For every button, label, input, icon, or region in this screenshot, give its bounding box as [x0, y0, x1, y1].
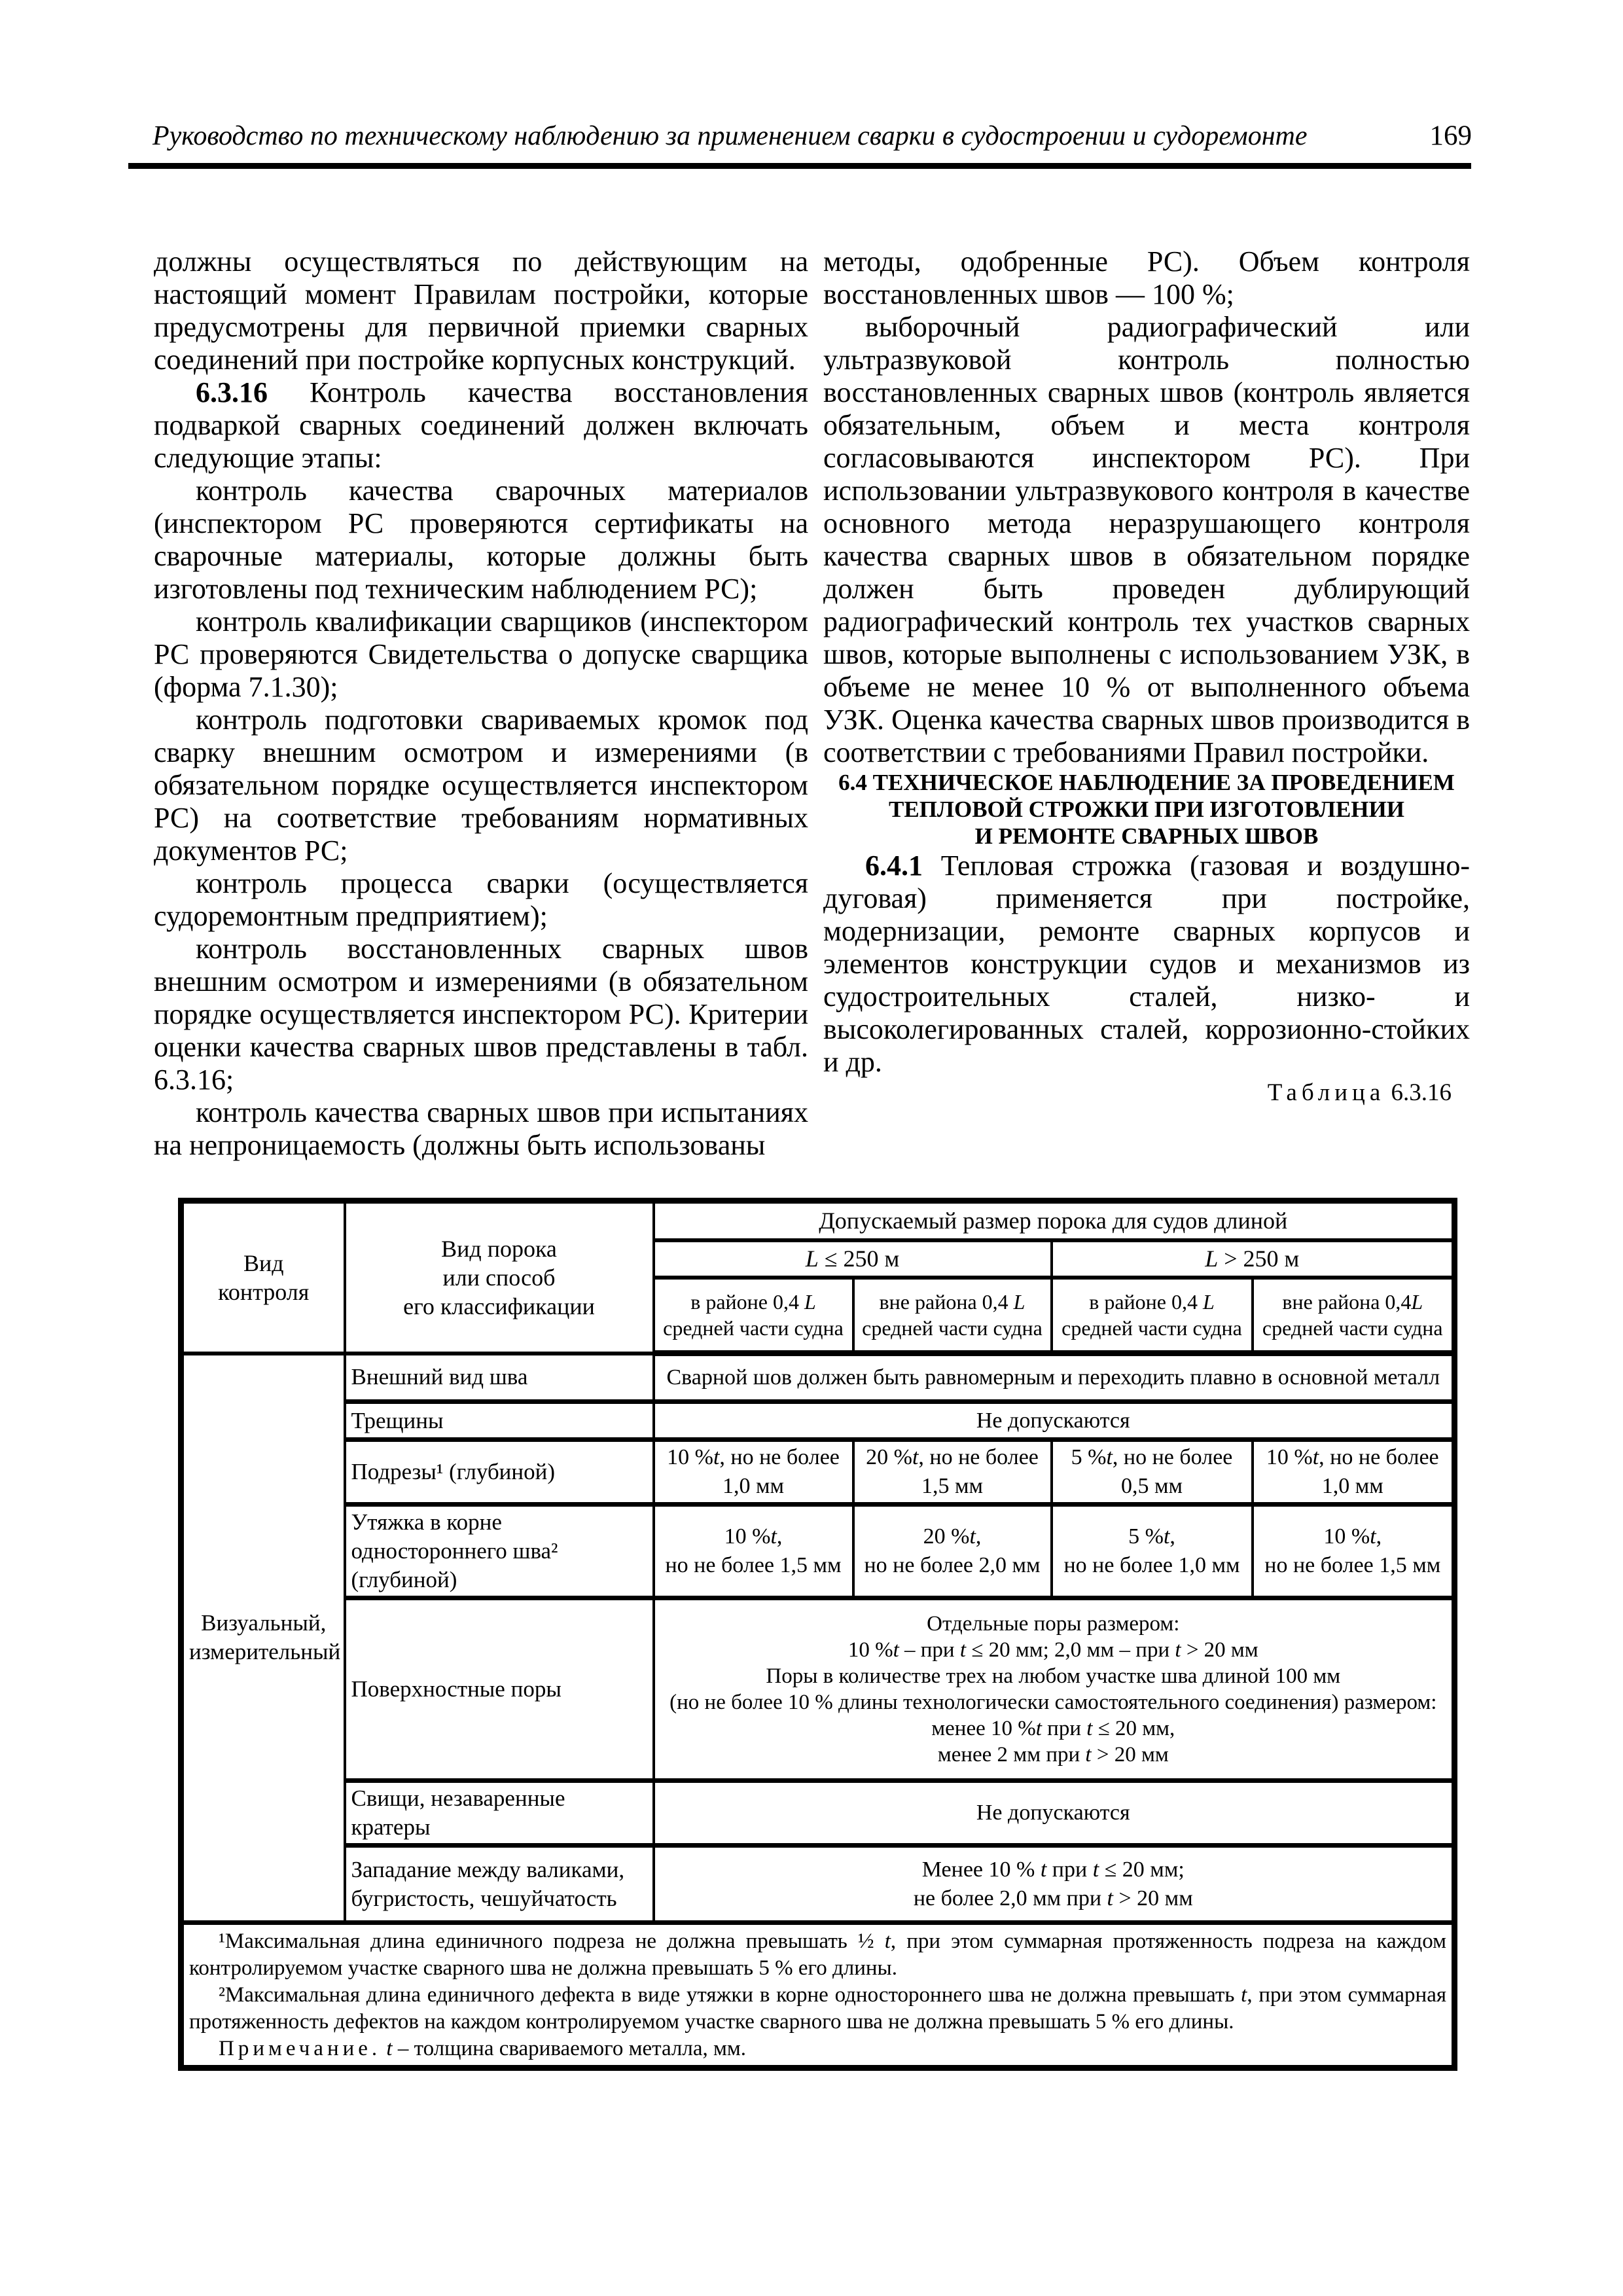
table-caption-word: Таблица: [1267, 1079, 1385, 1106]
defect-name-cell: Утяжка в корне одностороннего шва² (глубиной): [345, 1505, 654, 1598]
header-cell-zone: в районе 0,4 L средней части судна: [654, 1278, 853, 1354]
tolerance-value-cell: 5 %t, но не более 0,5 мм: [1052, 1440, 1253, 1505]
note-label: Примечание.: [219, 2036, 382, 2060]
header-rule: [128, 163, 1471, 169]
tolerance-value-cell: Отдельные поры размером: 10 %t – при t ≤ 20 мм; 2,0 мм – при t > 20 мм Поры в количестве трех на любом участке шва длиной 100 мм (но не более 10 % длины технологически самостоятельного соединения) размером: менее 10 %t при t ≤ 20 мм, менее 2 мм при t > 20 мм: [654, 1598, 1455, 1781]
note-text: t – толщина свариваемого металла, мм.: [386, 2036, 747, 2060]
tolerance-value-cell: 10 %t, но не более 1,0 мм: [1253, 1440, 1455, 1505]
header-cell-zone: в районе 0,4 L средней части судна: [1052, 1278, 1253, 1354]
table-caption-number: 6.3.16: [1391, 1079, 1452, 1106]
tolerance-value-cell: 5 %t, но не более 1,0 мм: [1052, 1505, 1253, 1598]
defect-name-cell: Свищи, незаваренные кратеры: [345, 1781, 654, 1846]
defect-name-cell: Внешний вид шва: [345, 1354, 654, 1402]
page-number: 169: [1429, 120, 1472, 151]
control-type-cell: Визуальный, измерительный: [181, 1354, 345, 1923]
tolerance-value-cell: Менее 10 % t при t ≤ 20 мм; не более 2,0 мм при t > 20 мм: [654, 1846, 1455, 1923]
footnote: ²Максимальная длина единичного дефекта в виде утяжки в корне одностороннего шва не должна превышать t, при этом суммарная протяженность дефектов на каждом контролируемом участке сварного шва не должна превышать 5 % его длины.: [189, 1982, 1447, 2034]
table-note: [189, 2036, 1446, 2062]
right-column: [823, 245, 1470, 1107]
defect-name-cell: Поверхностные поры: [345, 1598, 654, 1781]
paragraph: должны осуществляться по действующим на настоящий момент Правилам постройки, которые предусмотрены для первичной приемки сварных соединений при постройке корпусных конструкций.: [154, 245, 808, 376]
defect-tolerance-table: [178, 1198, 1457, 2071]
paragraph: контроль восстановленных сварных швов внешним осмотром и измерениями (в обязательном порядке осуществляется инспектором РС). Критерии оценки качества сварных швов представлены в табл. 6.3.16;: [154, 933, 808, 1096]
defect-name-cell: Подрезы¹ (глубиной): [345, 1440, 654, 1505]
header-cell-length-le-250: L ≤ 250 м: [654, 1240, 1052, 1278]
left-column: [154, 245, 808, 1162]
header-cell-length-gt-250: L > 250 м: [1052, 1240, 1455, 1278]
header-cell-zone: вне района 0,4L средней части судна: [1253, 1278, 1455, 1354]
header-cell-defect-type: Вид порока или способ его классификации: [345, 1201, 654, 1354]
footnote: ¹Максимальная длина единичного подреза не должна превышать ½ t, при этом суммарная протяженность подреза на каждом контролируемом участке сварного шва не должна превышать 5 % его длины.: [189, 1929, 1447, 1980]
tolerance-value-cell: Не допускаются: [654, 1781, 1455, 1846]
header-cell-zone: вне района 0,4 L средней части судна: [853, 1278, 1052, 1354]
paragraph: контроль квалификации сварщиков (инспектором РС проверяются Свидетельства о допуске сварщика (форма 7.1.30);: [154, 605, 808, 703]
tolerance-value-cell: 10 %t, но не более 1,0 мм: [654, 1440, 853, 1505]
section-heading: 6.4 ТЕХНИЧЕСКОЕ НАБЛЮДЕНИЕ ЗА ПРОВЕДЕНИЕМ ТЕПЛОВОЙ СТРОЖКИ ПРИ ИЗГОТОВЛЕНИИ И РЕМОНТЕ СВАРНЫХ ШВОВ: [838, 770, 1455, 849]
paragraph: контроль качества сварных швов при испытаниях на непроницаемость (должны быть использованы: [154, 1096, 808, 1161]
paragraph: выборочный радиографический или ультразвуковой контроль полностью восстановленных сварных швов (контроль является обязательным, объем и места контроля согласовываются инспектором РС). При использовании ультразвукового контроля в качестве основного метода неразрушающего контроля качества сварных швов в обязательном порядке должен быть проведен дублирующий радиографический контроль тех участков сварных швов, которые выполнены с использованием УЗК, в объеме не менее 10 % от выполненного объема УЗК. Оценка качества сварных швов производится в соответствии с требованиями Правил постройки.: [823, 311, 1470, 768]
paragraph: контроль подготовки свариваемых кромок под сварку внешним осмотром и измерениями (в обязательном порядке осуществляется инспектором РС) на соответствие требованиям нормативных документов РС;: [154, 704, 808, 867]
tolerance-value-cell: Сварной шов должен быть равномерным и переходить плавно в основной металл: [654, 1354, 1455, 1402]
tolerance-value-cell: Не допускаются: [654, 1402, 1455, 1440]
defect-name-cell: Западание между валиками, бугристость, чешуйчатость: [345, 1846, 654, 1923]
tolerance-value-cell: 20 %t, но не более 1,5 мм: [853, 1440, 1052, 1505]
tolerance-value-cell: 20 %t, но не более 2,0 мм: [853, 1505, 1052, 1598]
tolerance-value-cell: 10 %t, но не более 1,5 мм: [654, 1505, 853, 1598]
table-footnotes: [181, 1923, 1455, 2068]
paragraph: 6.3.16 Контроль качества восстановления подваркой сварных соединений должен включать следующие этапы:: [154, 376, 808, 474]
paragraph: контроль процесса сварки (осуществляется судоремонтным предприятием);: [154, 867, 808, 932]
defect-name-cell: Трещины: [345, 1402, 654, 1440]
table-caption: [823, 1079, 1470, 1107]
paragraph: 6.4.1 Тепловая строжка (газовая и воздушно-дуговая) применяется при постройке, модернизации, ремонте сварных корпусов и элементов конструкции судов и механизмов из судостроительных сталей, низко- и высоколегированных сталей, коррозионно-стойких и др.: [823, 850, 1470, 1078]
paragraph: контроль качества сварочных материалов (инспектором РС проверяются сертификаты на сварочные материалы, которые должны быть изготовлены под техническим наблюдением РС);: [154, 475, 808, 605]
header-cell-allowed-size: Допускаемый размер порока для судов длиной: [654, 1201, 1455, 1240]
paragraph: методы, одобренные РС). Объем контроля восстановленных швов — 100 %;: [823, 245, 1470, 310]
running-head-title: Руководство по техническому наблюдению за применением сварки в судостроении и судоремонте: [152, 121, 1308, 151]
tolerance-value-cell: 10 %t, но не более 1,5 мм: [1253, 1505, 1455, 1598]
header-cell-control-type: Вид контроля: [181, 1201, 345, 1354]
running-head: [152, 120, 1472, 152]
